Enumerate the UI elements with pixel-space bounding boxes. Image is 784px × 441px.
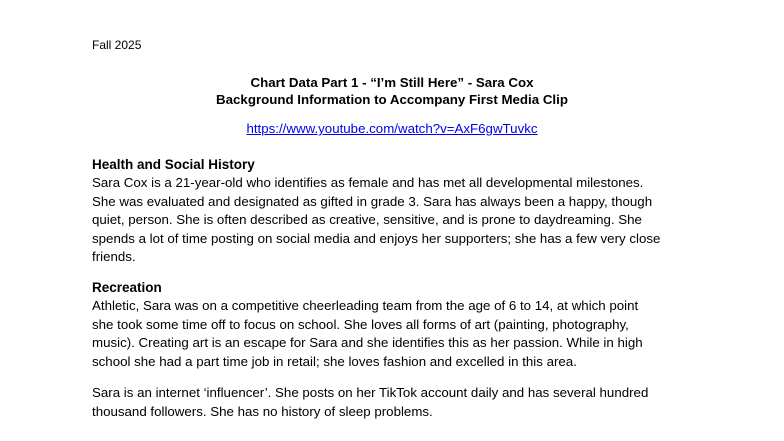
media-link-container	[0, 121, 784, 137]
media-link[interactable]: https://www.youtube.com/watch?v=AxF6gwTuvkc	[246, 121, 538, 136]
recreation-line-4: school she had a part time job in retail; she loves fashion and excelled in this area.	[92, 353, 577, 369]
influencer-line-1: Sara is an internet ‘influencer’. She posts on her TikTok account daily and has several hundred	[92, 385, 649, 400]
health-heading: Health and Social History	[92, 157, 255, 172]
influencer-line-2: thousand followers. She has no history of sleep problems.	[92, 403, 433, 419]
health-line-1: Sara Cox is a 21-year-old who identifies as female and has met all developmental milestones.	[92, 175, 644, 190]
health-line-3: quiet, person. She is often described as creative, sensitive, and is prone to daydreaming. She	[92, 212, 642, 227]
recreation-heading: Recreation	[92, 280, 162, 295]
health-line-2: She was evaluated and designated as gifted in grade 3. Sara has always been a happy, though	[92, 193, 653, 209]
recreation-section	[92, 279, 712, 371]
health-line-5: friends.	[92, 249, 136, 264]
recreation-paragraph	[92, 297, 712, 371]
recreation-line-2: she took some time off to focus on school. She loves all forms of art (painting, photography,	[92, 316, 629, 332]
influencer-paragraph	[92, 384, 712, 421]
document-date: Fall 2025	[92, 38, 142, 52]
document-title	[0, 74, 784, 108]
recreation-line-3: music). Creating art is an escape for Sara and she identifies this as her passion. While in high	[92, 335, 643, 350]
health-section	[92, 156, 712, 267]
health-paragraph	[92, 174, 712, 267]
title-line-2: Background Information to Accompany First Media Clip	[216, 92, 568, 107]
health-line-4: spends a lot of time posting on social media and enjoys her supporters; she has a few very close	[92, 230, 661, 246]
title-line-1: Chart Data Part 1 - “I’m Still Here” - Sara Cox	[250, 75, 534, 90]
recreation-line-1: Athletic, Sara was on a competitive cheerleading team from the age of 6 to 14, at which point	[92, 298, 639, 313]
